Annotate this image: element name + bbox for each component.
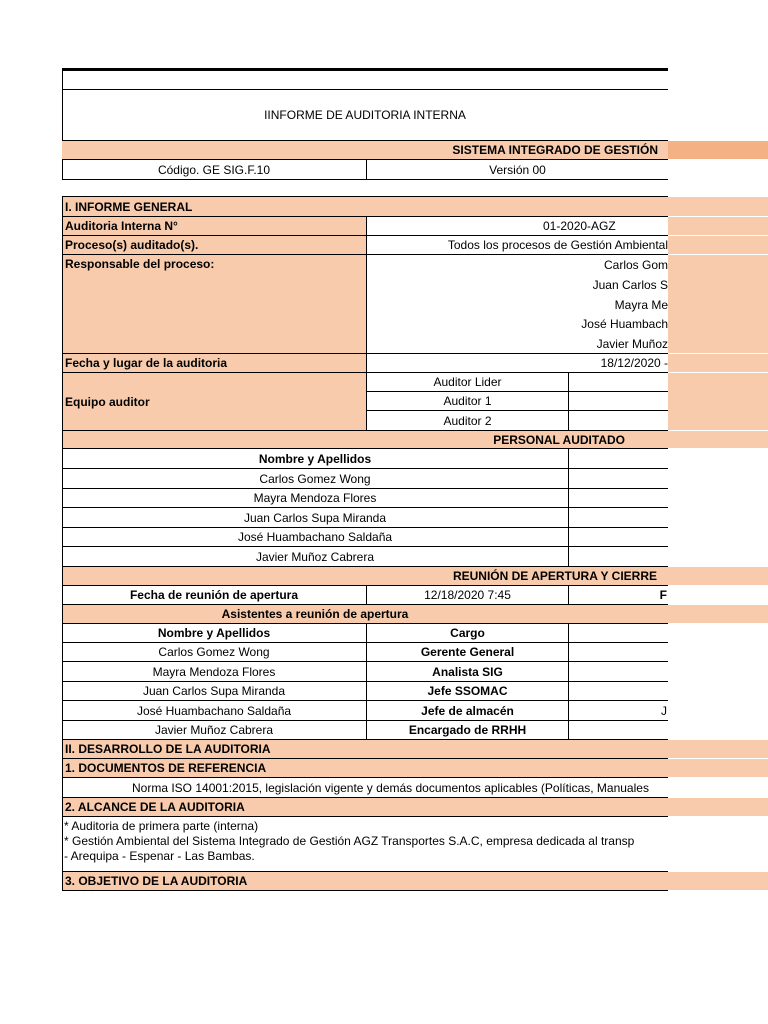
row-fill — [668, 431, 768, 448]
audited-name-header: Nombre y Apellidos — [258, 451, 372, 466]
attendee-1-name: Carlos Gomez Wong — [158, 645, 270, 659]
scope-text — [62, 817, 668, 871]
meeting-title: REUNIÓN DE APERTURA Y CIERRE — [62, 567, 668, 585]
system-band: SISTEMA INTEGRADO DE GESTIÓN — [62, 141, 668, 159]
row-fill — [668, 798, 768, 816]
attendees-title: Asistentes a reunión de apertura — [62, 605, 568, 623]
date-place-value: 18/12/2020 - — [600, 356, 668, 370]
row-fill — [568, 605, 768, 623]
line — [62, 196, 668, 197]
row-fill — [668, 373, 768, 430]
top-border — [62, 68, 668, 71]
document-version: Versión 00 — [489, 162, 546, 177]
responsible-4: José Huambach — [581, 317, 668, 331]
scope-title: 2. ALCANCE DE LA AUDITORIA — [62, 798, 668, 816]
ref-docs-text: Norma ISO 14001:2015, legislación vigente y demás documentos aplicables (Políticas, Manuales — [132, 780, 649, 795]
ref-docs-title: 1. DOCUMENTOS DE REFERENCIA — [62, 759, 668, 777]
audited-person-3: Juan Carlos Supa Miranda — [243, 510, 387, 525]
team-label: Equipo auditor — [62, 373, 366, 430]
line — [62, 890, 668, 891]
attendee-2-name: Mayra Mendoza Flores — [152, 664, 276, 679]
line — [366, 216, 367, 430]
processes-label: Proceso(s) auditado(s). — [62, 236, 366, 254]
line — [62, 140, 668, 141]
line — [568, 372, 569, 430]
attendee-4-name: José Huambachano Saldaña — [136, 703, 292, 718]
opening-date-value: 12/18/2020 7:45 — [424, 588, 511, 602]
table-left-border — [62, 196, 63, 891]
row-fill — [668, 255, 768, 353]
opening-date-label: Fecha de reunión de apertura — [129, 588, 299, 602]
audited-person-2: Mayra Mendoza Flores — [253, 491, 377, 505]
line — [366, 623, 367, 740]
audit-number-value: 01-2020-AGZ — [543, 219, 616, 233]
line — [62, 179, 668, 180]
team-role-lead: Auditor Lider — [433, 375, 502, 389]
team-role-1: Auditor 1 — [443, 394, 492, 408]
row-fill — [668, 197, 768, 216]
report-title: IINFORME DE AUDITORIA INTERNA — [264, 108, 466, 122]
attendee-4-role: Jefe de almacén — [421, 703, 514, 718]
attendee-3-name: Juan Carlos Supa Miranda — [142, 684, 286, 698]
line — [367, 410, 668, 411]
general-section-title: I. INFORME GENERAL — [62, 197, 668, 216]
row-fill — [668, 872, 768, 890]
audited-person-4: José Huambachano Saldaña — [237, 530, 393, 544]
attendee-1-role: Gerente General — [420, 645, 515, 659]
scope-line-2: * Gestión Ambiental del Sistema Integrado de Gestión AGZ Transportes S.A.C, empresa dedicada al transp — [64, 834, 635, 848]
row-fill — [668, 354, 768, 372]
scope-line-1: * Auditoria de primera parte (interna) — [64, 819, 259, 833]
audit-number-label: Auditoria Interna N° — [62, 217, 366, 235]
row-fill — [668, 567, 768, 585]
attendee-4-extra: J — [661, 703, 667, 718]
responsible-3: Mayra Me — [614, 297, 668, 312]
attendees-name-header: Nombre y Apellidos — [157, 626, 271, 640]
attendee-2-role: Analista SIG — [432, 664, 503, 679]
row-fill — [668, 236, 768, 254]
closing-date-label-partial: F — [659, 588, 667, 602]
scope-line-3: - Arequipa - Espenar - Las Bambas. — [64, 849, 255, 863]
processes-value: Todos los procesos de Gestión Ambiental — [447, 238, 668, 252]
row-fill — [668, 217, 768, 235]
audited-person-1: Carlos Gomez Wong — [259, 471, 371, 486]
development-section-title: II. DESARROLLO DE LA AUDITORIA — [62, 740, 668, 758]
date-place-label: Fecha y lugar de la auditoria — [62, 354, 366, 372]
document-code: Código. GE SIG.F.10 — [157, 162, 271, 177]
attendee-5-role: Encargado de RRHH — [408, 723, 527, 737]
audited-personnel-title: PERSONAL AUDITADO — [62, 431, 668, 448]
attendee-3-role: Jefe SSOMAC — [427, 684, 508, 698]
system-band-overflow — [668, 141, 768, 159]
responsible-label: Responsable del proceso: — [62, 255, 366, 353]
line — [568, 623, 569, 740]
responsible-5: Javier Muñoz — [596, 336, 668, 351]
objective-title: 3. OBJETIVO DE LA AUDITORIA — [62, 872, 668, 890]
row-fill — [668, 740, 768, 758]
audited-person-5: Javier Muñoz Cabrera — [255, 549, 375, 564]
row-fill — [668, 759, 768, 777]
responsible-1: Carlos Gom — [603, 258, 668, 272]
line — [367, 391, 668, 392]
responsible-2: Juan Carlos S — [592, 278, 668, 292]
attendees-role-header: Cargo — [450, 626, 485, 640]
attendee-5-name: Javier Muñoz Cabrera — [154, 723, 274, 737]
line — [568, 448, 569, 566]
team-role-2: Auditor 2 — [443, 413, 492, 428]
